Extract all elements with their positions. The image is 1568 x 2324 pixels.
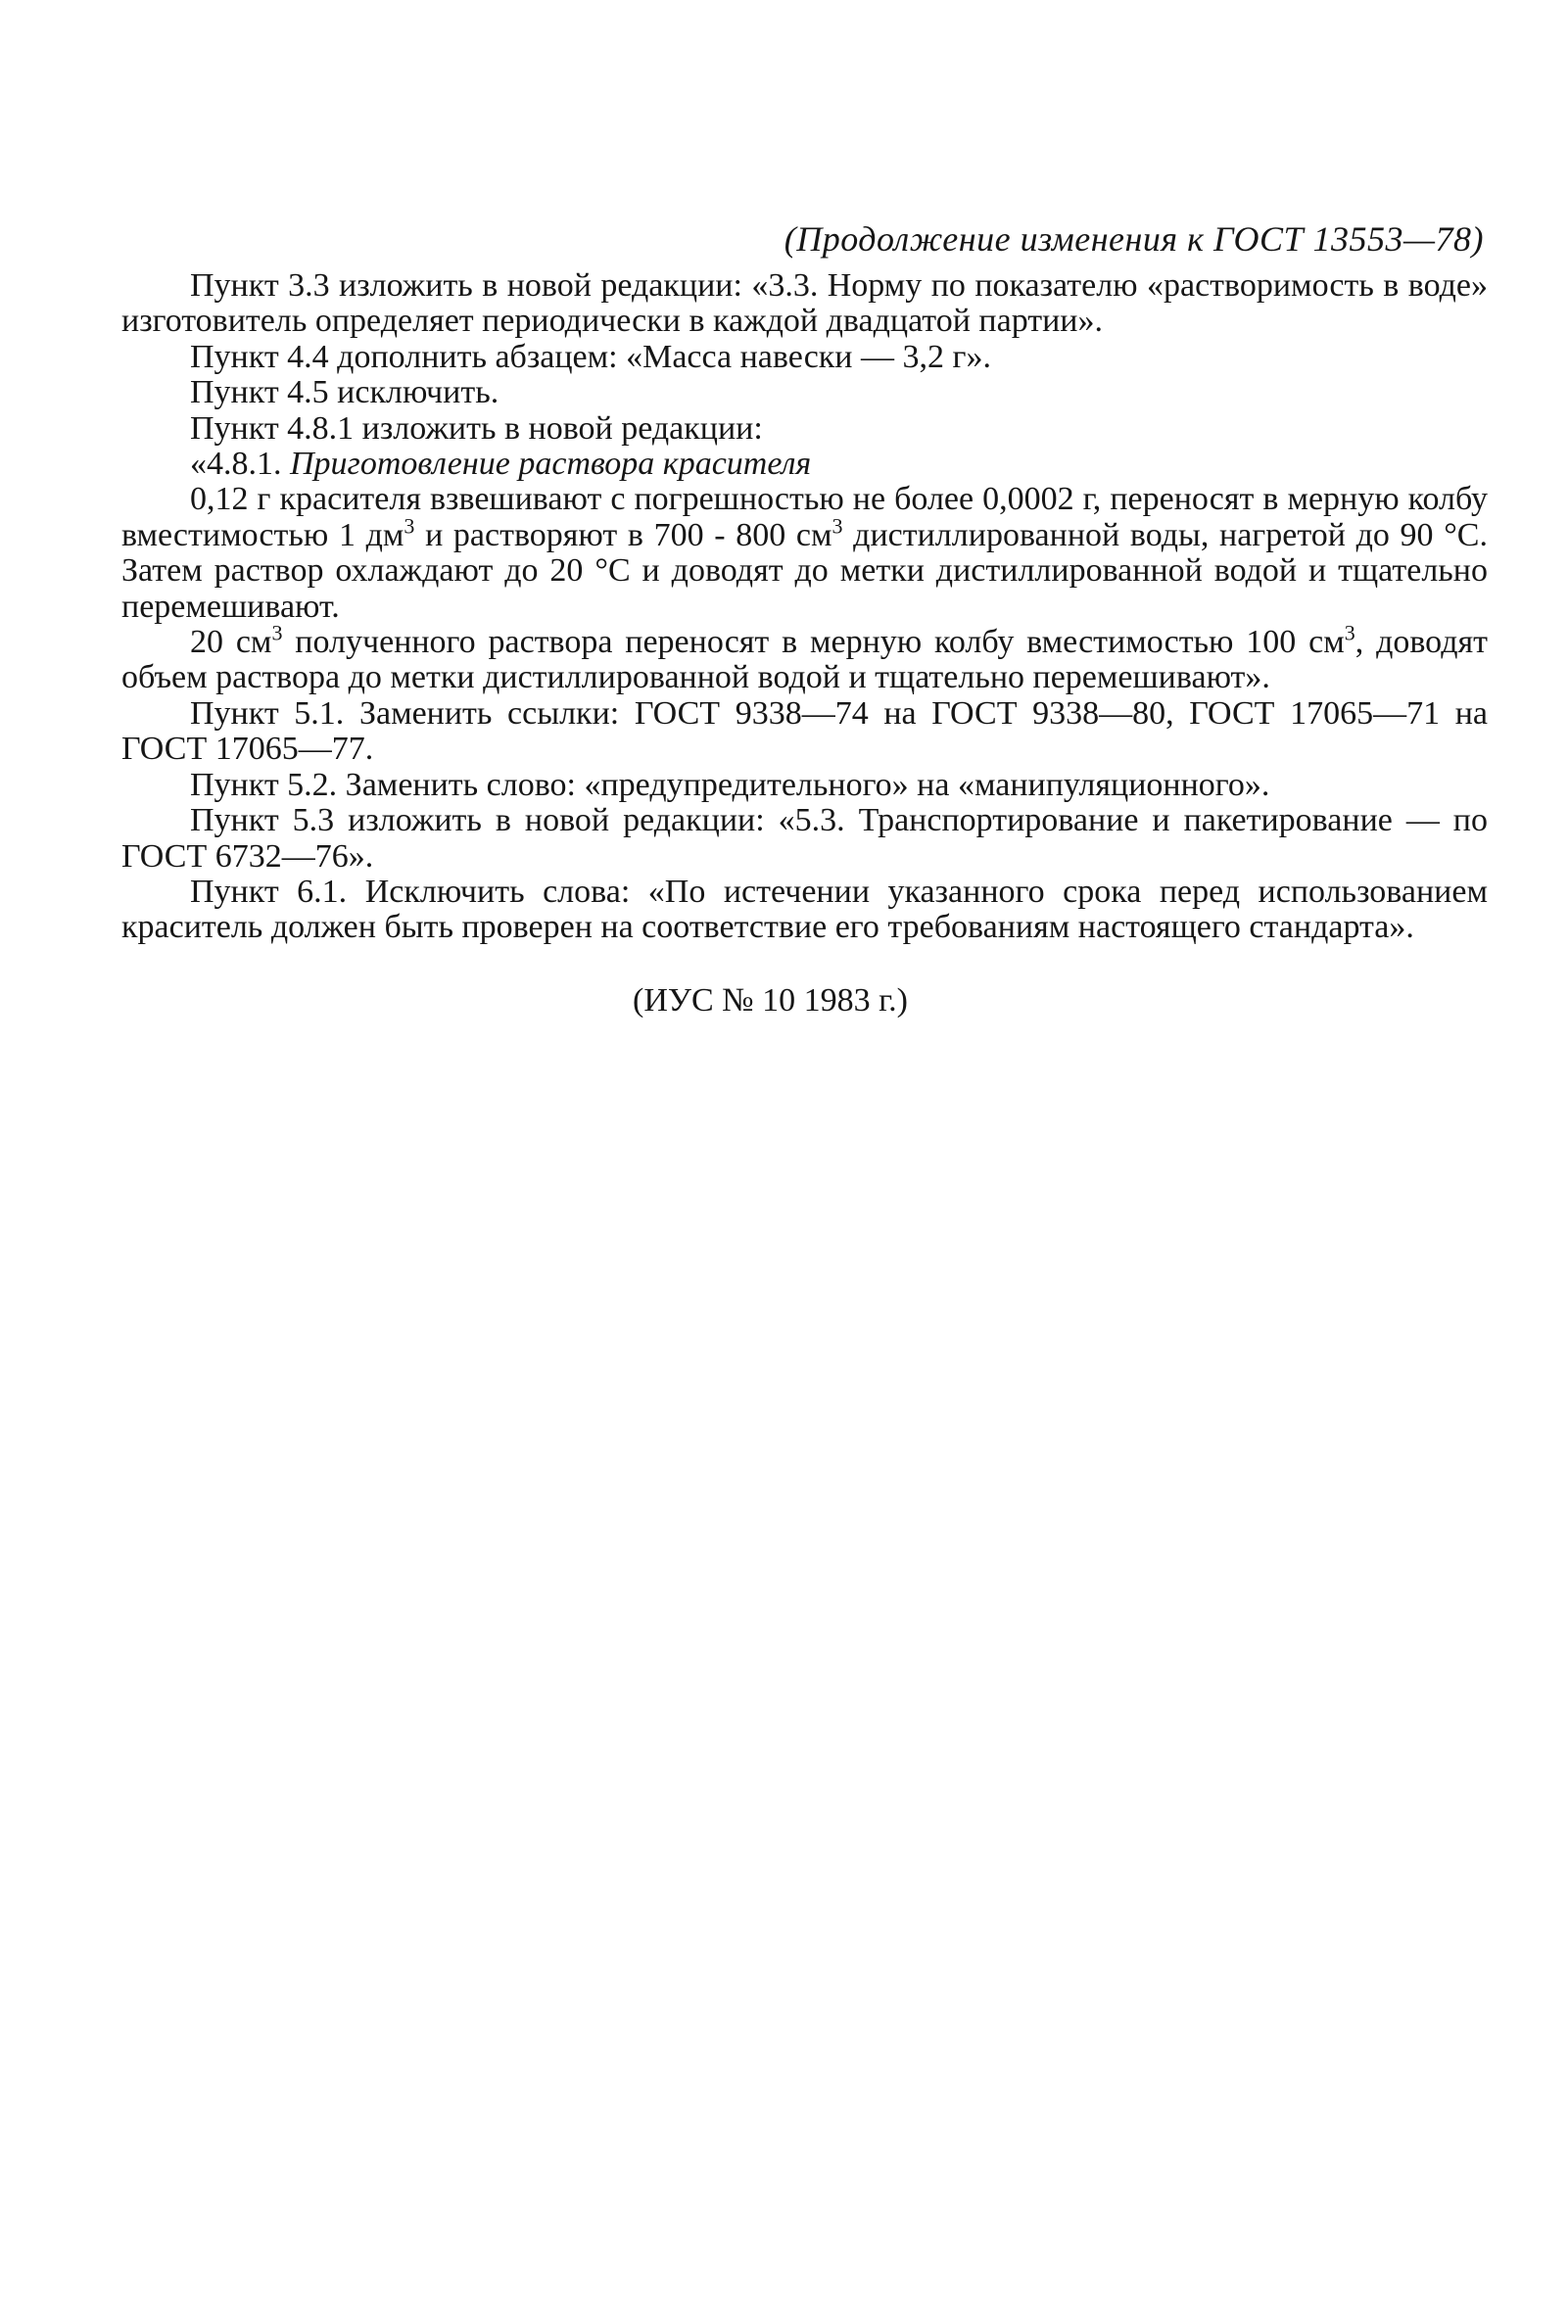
paragraph-6-1: Пункт 6.1. Исключить слова: «По истечении указанного срока перед использованием краситель должен быть проверен на соответствие его требованиям настоящего стандарта».	[121, 873, 1488, 946]
paragraph-4-5: Пункт 4.5 исключить.	[190, 374, 499, 411]
page-footer-reference: (ИУС № 10 1983 г.)	[633, 981, 908, 1019]
superscript: 3	[832, 513, 843, 539]
section-heading-4-8-1	[121, 447, 1488, 482]
text-run: дистиллированной воды, нагретой до 90 °С. Затем раствор охлаждают до 20 °С и доводят до метки дистиллированной водой и тщательно перемешивают.	[121, 516, 1488, 625]
paragraph-5-1: Пункт 5.1. Заменить ссылки: ГОСТ 9338—74 на ГОСТ 9338—80, ГОСТ 17065—71 на ГОСТ 17065—77.	[121, 694, 1488, 768]
text-run: полученного раствора переносят в мерную колбу вместимостью 100 см	[282, 624, 1345, 661]
paragraph-4-4: Пункт 4.4 дополнить абзацем: «Масса навески — 3,2 г».	[190, 338, 991, 375]
text-run: и растворяют в 700 - 800 см	[414, 516, 832, 553]
superscript: 3	[404, 513, 415, 539]
paragraph-preparation-1	[121, 482, 1488, 625]
paragraph-5-3: Пункт 5.3 изложить в новой редакции: «5.3. Транспортирование и пакетирование — по ГОСТ 6732—76».	[121, 802, 1488, 875]
paragraph-4-8-1: Пункт 4.8.1 изложить в новой редакции:	[190, 409, 763, 447]
text-run: , доводят объем раствора до метки дистиллированной водой и тщательно перемешивают».	[121, 624, 1489, 696]
section-title: Приготовление раствора красителя	[290, 446, 812, 483]
section-number: «4.8.1.	[190, 446, 290, 483]
paragraph-5-2: Пункт 5.2. Заменить слово: «предупредительного» на «манипуляционного».	[190, 766, 1270, 803]
page-header: (Продолжение изменения к ГОСТ 13553—78)	[784, 219, 1484, 259]
text-run: 0,12 г красителя взвешивают с погрешностью не более 0,0002 г, переносят в мерную колбу вместимостью 1 дм	[121, 481, 1488, 553]
superscript: 3	[1344, 620, 1355, 645]
document-body	[121, 217, 1488, 1019]
paragraph-preparation-2	[121, 620, 1489, 696]
paragraph-3-3: Пункт 3.3 изложить в новой редакции: «3.3. Норму по показателю «растворимость в воде» изготовитель определяет периодически в каждой двадцатой партии».	[121, 267, 1488, 340]
text-run: 20 см	[190, 624, 272, 661]
superscript: 3	[271, 620, 283, 645]
